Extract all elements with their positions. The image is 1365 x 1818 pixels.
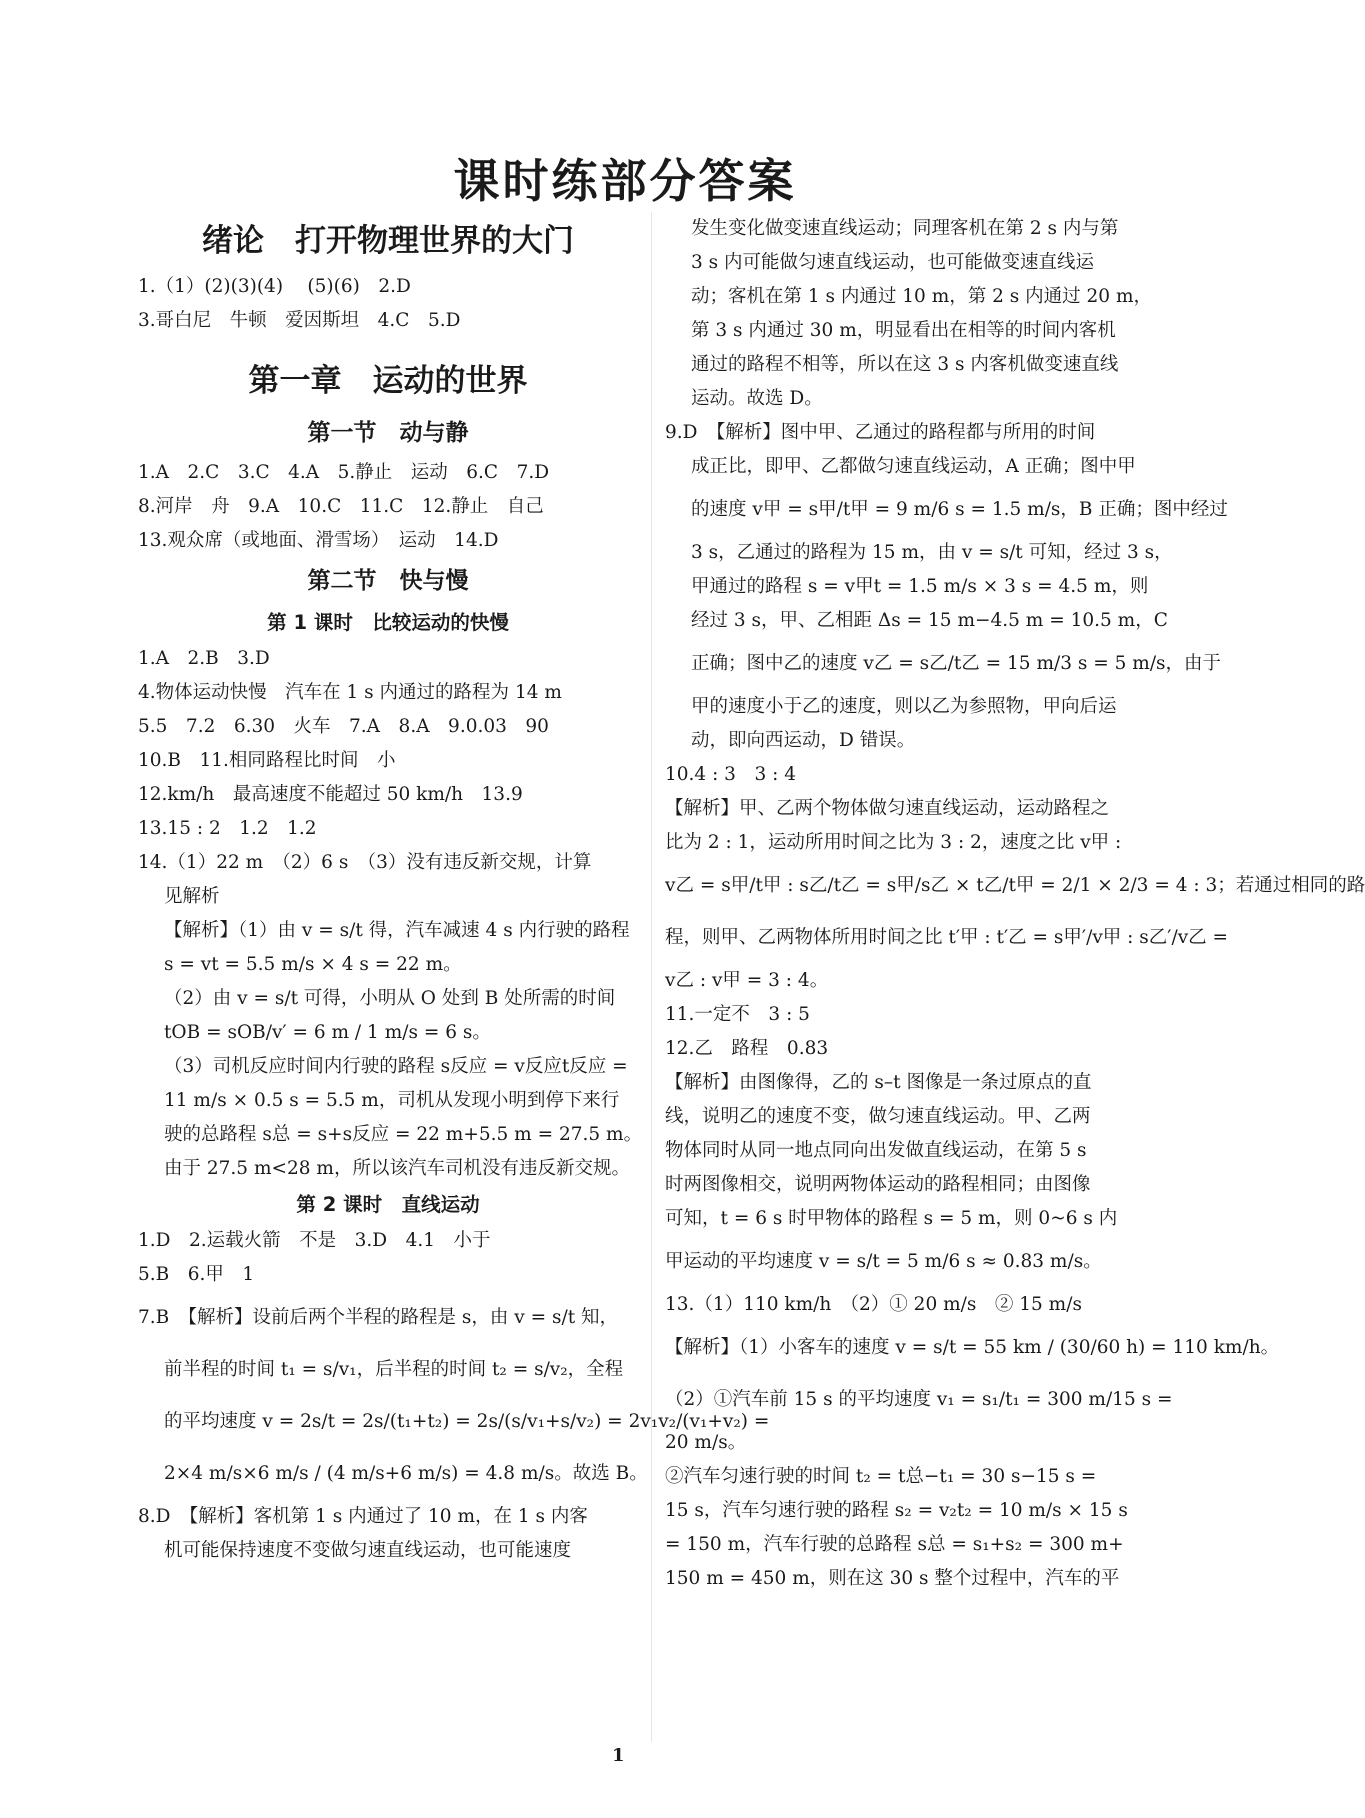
analysis-line: 经过 3 s，甲、乙相距 Δs = 15 m−4.5 m = 10.5 m，C xyxy=(691,610,1168,631)
analysis-line: 150 m = 450 m，则在这 30 s 整个过程中，汽车的平 xyxy=(665,1568,1120,1589)
column-divider xyxy=(651,212,652,1742)
answer-line: 11.一定不 3 : 5 xyxy=(665,1004,810,1025)
analysis-line: 【解析】（1）由 v = s/t 得，汽车减速 4 s 内行驶的路程 xyxy=(164,920,630,941)
analysis-line: （2）由 v = s/t 可得，小明从 O 处到 B 处所需的时间 xyxy=(164,988,616,1009)
analysis-line: 7.B 【解析】设前后两个半程的路程是 s，由 v = s/t 知， xyxy=(138,1307,619,1328)
analysis-line: = 150 m，汽车行驶的总路程 s总 = s₁+s₂ = 300 m+ xyxy=(665,1534,1124,1555)
answer-line: 13.15 : 2 1.2 1.2 xyxy=(138,818,317,839)
right-column xyxy=(665,212,1365,1596)
lesson-heading: 第 1 课时 比较运动的快慢 xyxy=(267,611,509,634)
answer-line: 10.4 : 3 3 : 4 xyxy=(665,764,796,785)
answer-line: 3.哥白尼 牛顿 爱因斯坦 4.C 5.D xyxy=(138,310,461,331)
analysis-line: 机可能保持速度不变做匀速直线运动，也可能速度 xyxy=(164,1540,572,1561)
answer-line: 5.B 6.甲 1 xyxy=(138,1264,255,1285)
analysis-line: 甲运动的平均速度 v = s/t = 5 m/6 s ≈ 0.83 m/s。 xyxy=(665,1251,1102,1272)
page-number: 1 xyxy=(612,1745,625,1766)
analysis-line: 线，说明乙的速度不变，做匀速直线运动。甲、乙两 xyxy=(665,1106,1091,1127)
page-title: 课时练部分答案 xyxy=(453,154,797,208)
answer-line: 8.河岸 舟 9.A 10.C 11.C 12.静止 自己 xyxy=(138,496,544,517)
analysis-line: s = vt = 5.5 m/s × 4 s = 22 m。 xyxy=(164,954,462,975)
answer-line: 1.D 2.运载火箭 不是 3.D 4.1 小于 xyxy=(138,1230,491,1251)
answer-line: 12.乙 路程 0.83 xyxy=(665,1038,829,1059)
analysis-line: 发生变化做变速直线运动；同理客机在第 2 s 内与第 xyxy=(691,218,1119,239)
analysis-line: 动；客机在第 1 s 内通过 10 m，第 2 s 内通过 20 m， xyxy=(691,286,1153,307)
analysis-line: 【解析】由图像得，乙的 s–t 图像是一条过原点的直 xyxy=(665,1072,1092,1093)
answer-line: 1.A 2.B 3.D xyxy=(138,648,270,669)
analysis-line: v乙 = s甲/t甲 : s乙/t乙 = s甲/s乙 × t乙/t甲 = 2/1 × 2/3 = 4 : 3；若通过相同的路 xyxy=(665,875,1365,896)
answer-line: 9.D 【解析】图中甲、乙通过的路程都与所用的时间 xyxy=(665,422,1096,443)
analysis-line: 由于 27.5 m<28 m，所以该汽车司机没有违反新交规。 xyxy=(164,1158,630,1179)
answer-line: 见解析 xyxy=(164,886,220,907)
analysis-line: 物体同时从同一地点同向出发做直线运动，在第 5 s xyxy=(665,1140,1087,1161)
analysis-line: 比为 2 : 1，运动所用时间之比为 3 : 2，速度之比 v甲 : xyxy=(665,832,1122,853)
answer-line: 12.km/h 最高速度不能超过 50 km/h 13.9 xyxy=(138,784,523,805)
analysis-line: （2）①汽车前 15 s 的平均速度 v₁ = s₁/t₁ = 300 m/15 s = xyxy=(665,1389,1173,1410)
analysis-line: tOB = sOB/v′ = 6 m / 1 m/s = 6 s。 xyxy=(164,1022,491,1043)
analysis-line: 3 s 内可能做匀速直线运动，也可能做变速直线运 xyxy=(691,252,1095,273)
analysis-line: 驶的总路程 s总 = s+s反应 = 22 m+5.5 m = 27.5 m。 xyxy=(164,1124,643,1145)
answer-line: 13.（1）110 km/h （2）① 20 m/s ② 15 m/s xyxy=(665,1294,1082,1315)
analysis-line: 的平均速度 v = 2s/t = 2s/(t₁+t₂) = 2s/(s/v₁+s/v₂) = 2v₁v₂/(v₁+v₂) = xyxy=(164,1411,770,1432)
analysis-line: 时两图像相交，说明两物体运动的路程相同；由图像 xyxy=(665,1174,1091,1195)
answer-line: 1.A 2.C 3.C 4.A 5.静止 运动 6.C 7.D xyxy=(138,462,550,483)
analysis-line: 程，则甲、乙两物体所用时间之比 t′甲 : t′乙 = s甲′/v甲 : s乙′/v乙 = xyxy=(665,927,1229,948)
analysis-line: 【解析】甲、乙两个物体做匀速直线运动，运动路程之 xyxy=(665,798,1110,819)
analysis-line: 前半程的时间 t₁ = s/v₁，后半程的时间 t₂ = s/v₂，全程 xyxy=(164,1359,624,1380)
analysis-line: 甲的速度小于乙的速度，则以乙为参照物，甲向后运 xyxy=(691,696,1117,717)
analysis-line: 第 3 s 内通过 30 m，明显看出在相等的时间内客机 xyxy=(691,320,1116,341)
analysis-line: 动，即向西运动，D 错误。 xyxy=(691,730,916,751)
analysis-line: 通过的路程不相等，所以在这 3 s 内客机做变速直线 xyxy=(691,354,1119,375)
answer-line: 1.（1）(2)(3)(4) (5)(6) 2.D xyxy=(138,276,411,297)
analysis-line: ②汽车匀速行驶的时间 t₂ = t总−t₁ = 30 s−15 s = xyxy=(665,1466,1097,1487)
section-heading: 第二节 快与慢 xyxy=(307,568,469,594)
analysis-line: 15 s，汽车匀速行驶的路程 s₂ = v₂t₂ = 10 m/s × 15 s xyxy=(665,1500,1128,1521)
lesson-heading: 第 2 课时 直线运动 xyxy=(296,1193,480,1216)
analysis-line: 的速度 v甲 = s甲/t甲 = 9 m/6 s = 1.5 m/s，B 正确；图中经过 xyxy=(691,499,1228,520)
analysis-line: 【解析】（1）小客车的速度 v = s/t = 55 km / (30/60 h) = 110 km/h。 xyxy=(665,1337,1280,1358)
answer-line: 5.5 7.2 6.30 火车 7.A 8.A 9.0.03 90 xyxy=(138,716,549,737)
analysis-line: v乙 : v甲 = 3 : 4。 xyxy=(665,970,829,991)
section-heading: 第一节 动与静 xyxy=(307,420,469,446)
analysis-line: 可知，t = 6 s 时甲物体的路程 s = 5 m，则 0~6 s 内 xyxy=(665,1208,1118,1229)
analysis-line: 11 m/s × 0.5 s = 5.5 m，司机从发现小明到停下来行 xyxy=(164,1090,620,1111)
analysis-line: 正确；图中乙的速度 v乙 = s乙/t乙 = 15 m/3 s = 5 m/s，由于 xyxy=(691,653,1222,674)
analysis-line: 20 m/s。 xyxy=(665,1432,747,1453)
analysis-line: 3 s，乙通过的路程为 15 m，由 v = s/t 可知，经过 3 s， xyxy=(691,542,1173,563)
chapter-heading: 第一章 运动的世界 xyxy=(248,363,528,399)
answer-line: 14.（1）22 m （2）6 s （3）没有违反新交规，计算 xyxy=(138,852,592,873)
answer-line: 8.D 【解析】客机第 1 s 内通过了 10 m，在 1 s 内客 xyxy=(138,1506,588,1527)
answer-line: 4.物体运动快慢 汽车在 1 s 内通过的路程为 14 m xyxy=(138,682,562,703)
analysis-line: 甲通过的路程 s = v甲t = 1.5 m/s × 3 s = 4.5 m，则 xyxy=(691,576,1149,597)
analysis-line: 2×4 m/s×6 m/s / (4 m/s+6 m/s) = 4.8 m/s。故选 B。 xyxy=(164,1463,648,1484)
intro-heading: 绪论 打开物理世界的大门 xyxy=(202,223,574,259)
answer-line: 13.观众席（或地面、滑雪场） 运动 14.D xyxy=(138,530,499,551)
analysis-line: （3）司机反应时间内行驶的路程 s反应 = v反应t反应 = xyxy=(164,1056,628,1077)
analysis-line: 成正比，即甲、乙都做匀速直线运动，A 正确；图中甲 xyxy=(691,456,1136,477)
answer-line: 10.B 11.相同路程比时间 小 xyxy=(138,750,396,771)
analysis-line: 运动。故选 D。 xyxy=(691,388,823,409)
